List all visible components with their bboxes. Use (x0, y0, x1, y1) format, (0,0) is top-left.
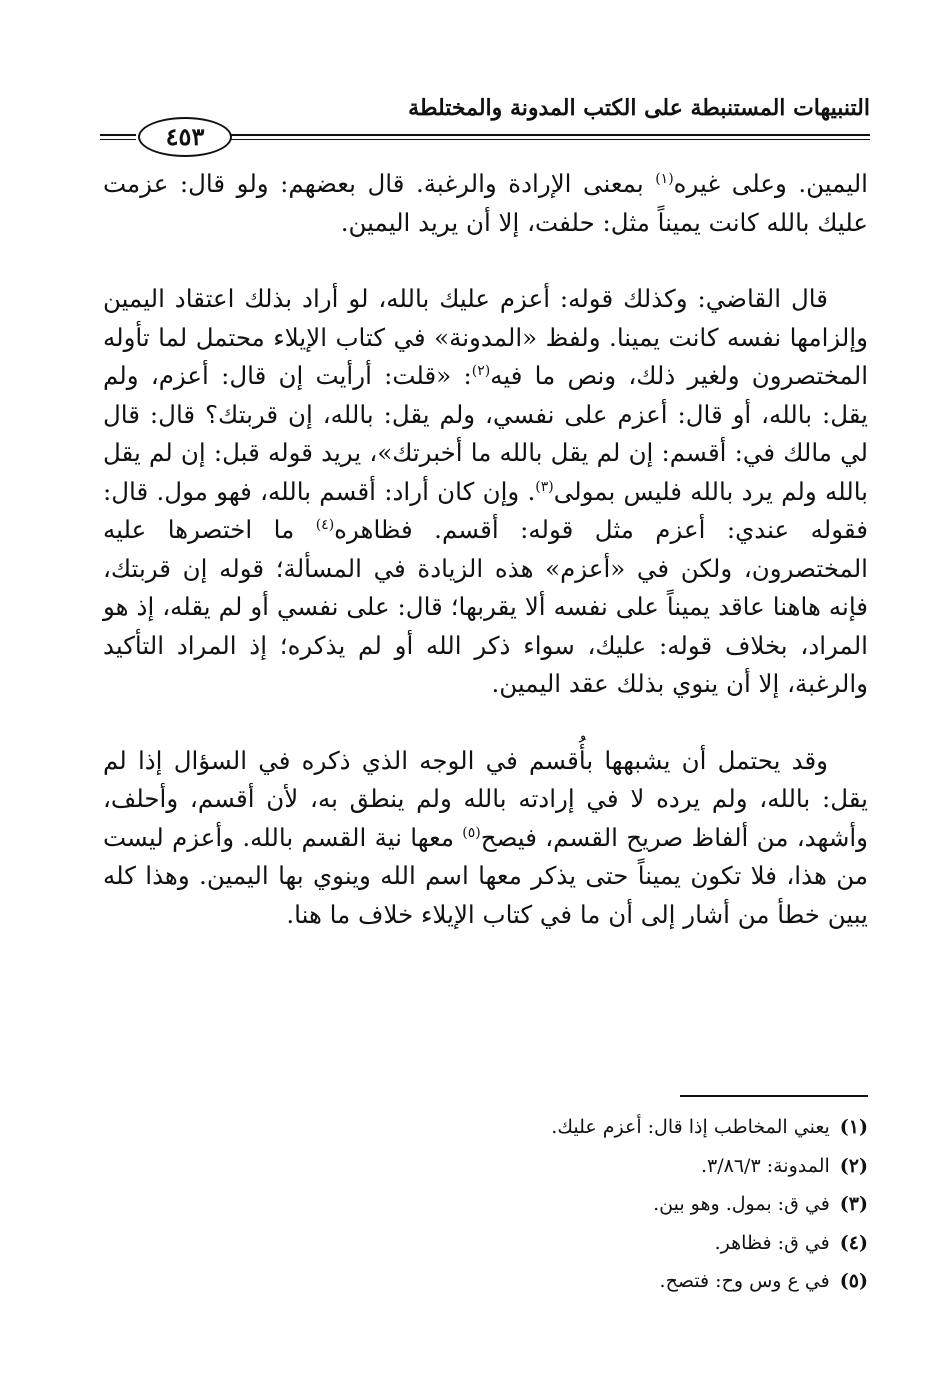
footnote (300, 1108, 868, 1147)
text-run: قال القاضي: وكذلك قوله: أعزم عليك بالله، لو أراد بذلك اعتقاد اليمين وإلزامها نفسه كانت يمينا. ولفظ «المدونة» في كتاب الإيلاء محتمل لما تأوله المختصرون ولغير ذلك، ونص ما فيه (103, 284, 868, 390)
footnotes (300, 1108, 868, 1301)
text-run: معها نية القسم بالله. وأعزم ليست من هذا، فلا تكون يميناً حتى يذكر معها اسم الله وينوي بها اليمين. وهذا كله يبين خطأ من أشار إلى أن ما في كتاب الإيلاء خلاف ما هنا. (103, 822, 868, 929)
text-run: . وإن كان أراد: أقسم بالله، فهو مول. قال: فقوله عندي: أعزم مثل قوله: أقسم. فظاهره (103, 476, 868, 544)
header-rule-left (100, 139, 136, 140)
text-run: بمعنى الإرادة والرغبة. قال بعضهم: ولو قال: عزمت عليك بالله كانت يميناً مثل: حلفت، إلا أن يريد اليمين. (103, 169, 868, 237)
footnote-marker: (٢) (471, 362, 491, 379)
footnote (300, 1262, 868, 1301)
paragraph (103, 280, 868, 704)
footnote-text: في ع وس وح: فتصح. (659, 1270, 830, 1292)
footnote (300, 1147, 868, 1186)
footnote-marker: (٣) (535, 478, 554, 495)
footnote-text: في ق: بمول. وهو بين. (653, 1193, 830, 1215)
paragraph (103, 742, 868, 935)
footnote (300, 1185, 868, 1224)
footnote-marker: (٥) (462, 824, 481, 841)
running-title: التنبيهات المستنبطة على الكتب المدونة والمختلطة (408, 95, 870, 121)
footnote-number: (١) (839, 1116, 868, 1138)
footnote-marker: (١) (655, 170, 674, 187)
text-run: ما اختصرها عليه المختصرون، ولكن في «أعزم» هذه الزيادة في المسألة؛ قوله إن قربتك، فإنه هاهنا عاقد يميناً على نفسه ألا يقربها؛ قال: على نفسي أو لم يقله، إذ هو المراد، بخلاف قوله: عليك، سواء ذكر الله أو لم يذكره؛ إذ المراد التأكيد والرغبة، إلا أن ينوي بذلك عقد اليمين. (103, 515, 868, 698)
footnote-text: يعني المخاطب إذا قال: أعزم عليك. (551, 1116, 830, 1138)
header-rule (230, 139, 870, 140)
paragraph (103, 165, 868, 242)
header-rule-left (100, 134, 136, 136)
text-run: : «قلت: أرأيت إن قال: أعزم، ولم يقل: بالله، أو قال: أعزم على نفسي، ولم يقل: بالله، إن قربتك؟ قال: قال لي مالك في: أقسم: إن لم يقل بالله ما أخبرتك»، يريد قوله قبل: إن لم يقل بالله ولم يرد بالله فليس بمولى (103, 361, 868, 506)
footnote-text: في ق: فظاهر. (714, 1231, 830, 1254)
footnote-number: (٤) (839, 1231, 868, 1254)
page-number: ٤٥٣ (138, 117, 232, 157)
footnote-text: المدونة: ٣/٨٦/٣. (700, 1154, 830, 1177)
page-header (100, 95, 870, 155)
text-run: وقد يحتمل أن يشبهها بأُقسم في الوجه الذي ذكره في السؤال إذا لم يقل: بالله، ولم يرده لا في إرادته بالله ولم ينطق به، لأن أقسم، وأحلف، وأشهد، من ألفاظ صريح القسم، فيصح (103, 745, 868, 852)
footnote-number: (٣) (839, 1193, 868, 1215)
text-run: اليمين. وعلى غيره (673, 169, 868, 198)
footnote-number: (٥) (839, 1270, 868, 1292)
footnote-separator (680, 1095, 868, 1097)
footnote-number: (٢) (839, 1154, 868, 1177)
footnote-marker: (٤) (315, 516, 335, 533)
header-rule (230, 134, 870, 136)
footnote (300, 1224, 868, 1263)
main-text (103, 165, 868, 934)
